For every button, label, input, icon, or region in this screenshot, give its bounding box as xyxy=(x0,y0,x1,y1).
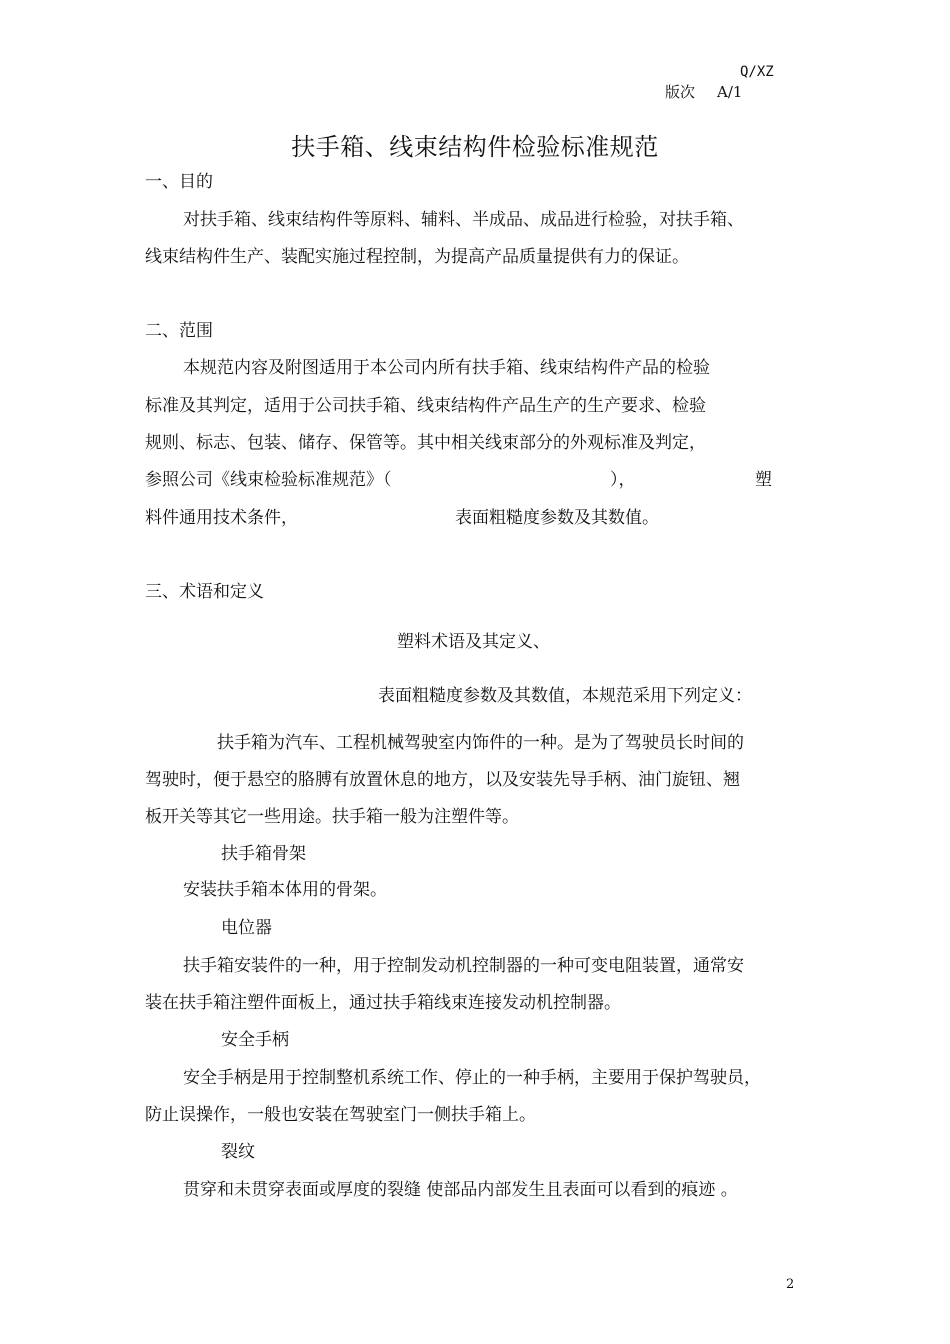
scope-line-2: 标准及其判定，适用于公司扶手箱、线束结构件产品生产的生产要求、检验 xyxy=(145,396,706,416)
armrest-frame-definition: 安装扶手箱本体用的骨架。 xyxy=(183,880,387,900)
term-armrest-frame: 扶手箱骨架 xyxy=(221,844,306,864)
crack-definition: 贯穿和未贯穿表面或厚度的裂缝 使部品内部发生且表面可以看到的痕迹 。 xyxy=(183,1180,738,1200)
section-heading-terms: 三、术语和定义 xyxy=(145,582,264,602)
term-safety-handle: 安全手柄 xyxy=(221,1030,289,1050)
scope-line-1: 本规范内容及附图适用于本公司内所有扶手箱、线束结构件产品的检验 xyxy=(183,358,710,378)
potentiometer-def-line-1: 扶手箱安装件的一种，用于控制发动机控制器的一种可变电阻装置，通常安 xyxy=(183,956,744,976)
safety-handle-def-line-2: 防止误操作，一般也安装在驾驶室门一侧扶手箱上。 xyxy=(145,1105,536,1125)
term-crack: 裂纹 xyxy=(221,1142,255,1162)
page-number: 2 xyxy=(786,1277,795,1292)
scope-line-4-c: 塑 xyxy=(755,470,772,490)
scope-line-5-b: 表面粗糙度参数及其数值。 xyxy=(455,508,659,528)
armrest-def-line-2: 驾驶时，便于悬空的胳膊有放置休息的地方，以及安装先导手柄、油门旋钮、翘 xyxy=(145,770,740,790)
potentiometer-def-line-2: 装在扶手箱注塑件面板上，通过扶手箱线束连接发动机控制器。 xyxy=(145,993,621,1013)
scope-line-4-a: 参照公司《线束检验标准规范》（ xyxy=(145,470,392,490)
scope-line-3: 规则、标志、包装、储存、保管等。其中相关线束部分的外观标准及判定， xyxy=(145,433,706,453)
purpose-line-1: 对扶手箱、线束结构件等原料、辅料、半成品、成品进行检验，对扶手箱、 xyxy=(183,210,744,230)
scope-line-4-b: ）， xyxy=(610,470,636,490)
document-code: Q/XZ xyxy=(740,64,774,80)
armrest-def-line-3: 板开关等其它一些用途。扶手箱一般为注塑件等。 xyxy=(145,807,519,827)
armrest-def-line-1: 扶手箱为汽车、工程机械驾驶室内饰件的一种。是为了驾驶员长时间的 xyxy=(217,733,744,753)
safety-handle-def-line-1: 安全手柄是用于控制整机系统工作、停止的一种手柄，主要用于保护驾驶员， xyxy=(183,1068,761,1088)
term-potentiometer: 电位器 xyxy=(221,918,272,938)
terms-reference-2: 表面粗糙度参数及其数值，本规范采用下列定义： xyxy=(378,686,752,706)
terms-reference-1: 塑料术语及其定义、 xyxy=(397,632,550,652)
purpose-line-2: 线束结构件生产、装配实施过程控制，为提高产品质量提供有力的保证。 xyxy=(145,247,689,267)
scope-line-5-a: 料件通用技术条件， xyxy=(145,508,298,528)
section-heading-scope: 二、范围 xyxy=(145,321,213,341)
section-heading-purpose: 一、目的 xyxy=(145,172,213,192)
version-value: A/1 xyxy=(717,83,743,101)
version-label: 版次 xyxy=(665,83,696,101)
document-title: 扶手箱、线束结构件检验标准规范 xyxy=(291,133,659,161)
